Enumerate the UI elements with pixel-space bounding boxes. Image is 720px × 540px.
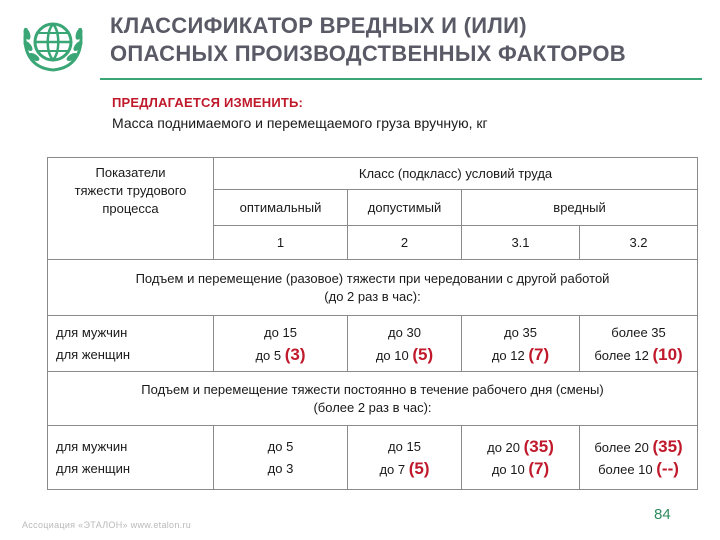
proposed-value: (--) (656, 458, 679, 478)
class-number-3-1: 3.1 (462, 226, 580, 260)
proposal-label: ПРЕДЛАГАЕТСЯ ИЗМЕНИТЬ: (112, 95, 304, 110)
section1-cell-4: более 35 более 12 (10) (580, 316, 698, 372)
section2-cell-2: до 15 до 7 (5) (348, 426, 462, 490)
indicator-header: Показатели тяжести трудового процесса (48, 158, 214, 260)
class-number-1: 1 (214, 226, 348, 260)
category-optimal: оптимальный (214, 190, 348, 226)
title-line-2: ОПАСНЫХ ПРОИЗВОДСТВЕННЫХ ФАКТОРОВ (110, 41, 626, 66)
section1-title: Подъем и перемещение (разовое) тяжести при чередовании с другой работой (до 2 раз в час): (48, 260, 698, 316)
section1-labels: для мужчин для женщин (48, 316, 214, 372)
section1-cell-3: до 35 до 12 (7) (462, 316, 580, 372)
section2-title: Подъем и перемещение тяжести постоянно в течение рабочего дня (смены) (более 2 раз в час): (48, 372, 698, 426)
proposal-subject: Масса поднимаемого и перемещаемого груза вручную, кг (112, 115, 488, 131)
category-acceptable: допустимый (348, 190, 462, 226)
proposed-value: (5) (408, 458, 430, 478)
class-header: Класс (подкласс) условий труда (214, 158, 698, 190)
title-line-1: КЛАССИФИКАТОР ВРЕДНЫХ И (ИЛИ) (110, 13, 527, 38)
proposed-value: (3) (284, 344, 306, 364)
proposed-value: (5) (412, 344, 434, 364)
title-divider (100, 78, 702, 80)
slide-title (110, 12, 710, 68)
proposed-value: (35) (652, 436, 683, 456)
laurel-globe-icon (18, 10, 88, 76)
proposed-value: (7) (528, 458, 550, 478)
page-number: 84 (654, 506, 671, 523)
section2-labels: для мужчин для женщин (48, 426, 214, 490)
section1-cell-2: до 30 до 10 (5) (348, 316, 462, 372)
proposed-value: (10) (652, 344, 683, 364)
section2-cell-1: до 5 до 3 (214, 426, 348, 490)
proposed-value: (35) (523, 436, 554, 456)
category-harmful: вредный (462, 190, 698, 226)
section2-cell-3: до 20 (35) до 10 (7) (462, 426, 580, 490)
proposed-value: (7) (528, 344, 550, 364)
section2-cell-4: более 20 (35) более 10 (--) (580, 426, 698, 490)
class-number-3-2: 3.2 (580, 226, 698, 260)
class-number-2: 2 (348, 226, 462, 260)
section1-cell-1: до 15 до 5 (3) (214, 316, 348, 372)
footer-association: Ассоциация «ЭТАЛОН» www.etalon.ru (22, 520, 192, 530)
classification-table (47, 157, 698, 490)
